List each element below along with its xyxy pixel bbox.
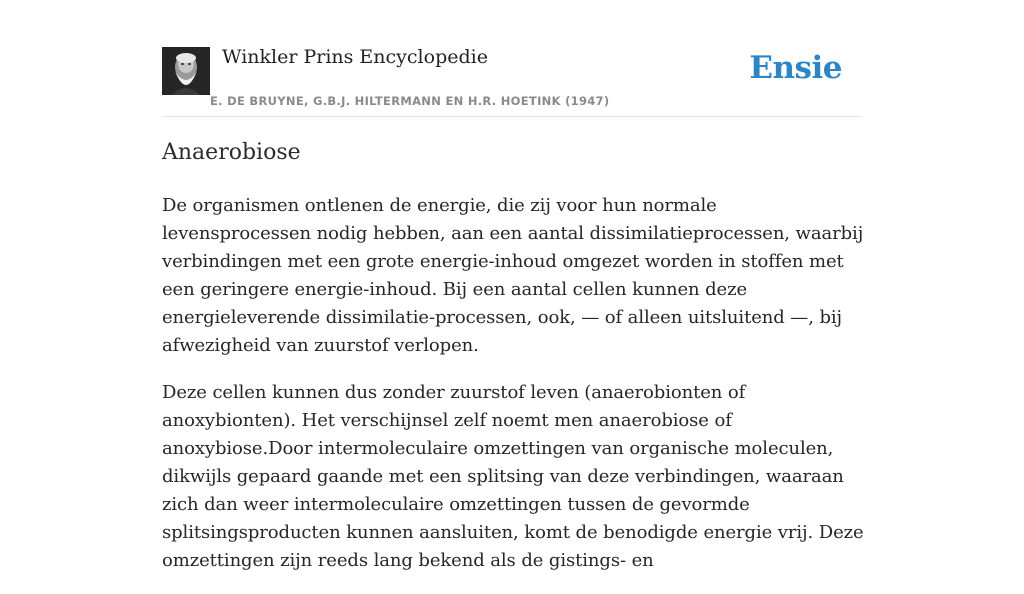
site-header xyxy=(162,0,862,117)
article-paragraph: Deze cellen kunnen dus zonder zuurstof leven (anaerobionten of anoxybionten). Het verschijnsel zelf noemt men anaerobiose of anoxybiose.Door intermoleculaire omzettingen van organische moleculen, dikwijls gepaard gaande met een splitsing van deze verbindingen, waaraan zich dan weer intermoleculaire omzettingen tussen de gevormde splitsingsproducten kunnen aansluiten, komt de benodigde energie vrij. Deze omzettingen zijn reeds lang bekend als de gistings- en xyxy=(162,382,864,571)
article-title: Anaerobiose xyxy=(162,140,301,165)
article-body xyxy=(162,192,867,594)
authors-line: E. DE BRUYNE, G.B.J. HILTERMANN EN H.R. HOETINK (1947) xyxy=(210,94,610,108)
avatar[interactable] xyxy=(162,47,210,95)
bearded-man-portrait-icon xyxy=(162,47,210,95)
brand-logo[interactable]: Ensie xyxy=(749,50,842,86)
site-title[interactable]: Winkler Prins Encyclopedie xyxy=(222,46,488,68)
article-paragraph: De organismen ontlenen de energie, die zij voor hun normale levensprocessen nodig hebben, aan een aantal dissimilatieprocessen, waarbij verbindingen met een grote energie-inhoud omgezet worden in stoffen met een geringere energie-inhoud. Bij een aantal cellen kunnen deze energieleverende dissimilatie-processen, ook, — of alleen uitsluitend —, bij afwezigheid van zuurstof verlopen. xyxy=(162,195,864,356)
